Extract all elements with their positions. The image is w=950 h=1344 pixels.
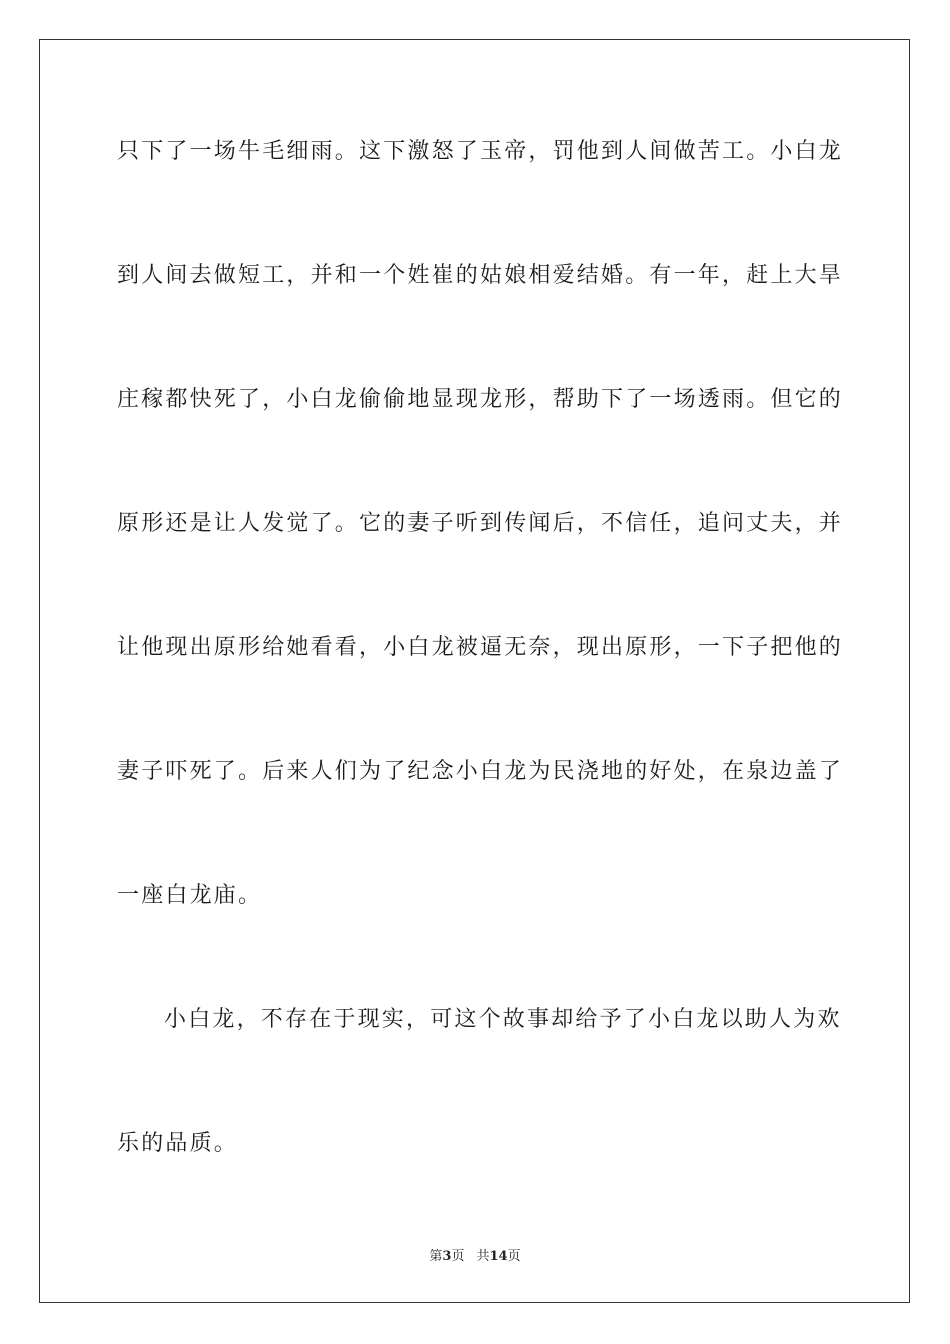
- text-line-1: 只下了一场牛毛细雨。这下激怒了玉帝，罚他到人间做苦工。小白龙: [117, 139, 844, 164]
- page-label-suffix: 页: [451, 1249, 465, 1264]
- total-label-suffix: 页: [507, 1249, 521, 1264]
- text-line-8: 小白龙，不存在于现实，可这个故事却给予了小白龙以助人为欢: [164, 1007, 842, 1032]
- text-line-5: 让他现出原形给她看看，小白龙被逼无奈，现出原形，一下子把他的: [117, 635, 844, 660]
- page-label-prefix: 第: [429, 1249, 443, 1264]
- text-line-2: 到人间去做短工，并和一个姓崔的姑娘相爱结婚。有一年，赶上大旱: [117, 263, 844, 288]
- total-label-prefix: 共: [476, 1249, 490, 1264]
- total-pages: 14: [489, 1249, 508, 1264]
- text-line-7: 一座白龙庙。: [117, 883, 263, 908]
- page-border: [39, 39, 910, 1303]
- page-number: 3: [442, 1249, 452, 1264]
- text-line-3: 庄稼都快死了，小白龙偷偷地显现龙形，帮助下了一场透雨。但它的: [117, 387, 844, 412]
- text-line-4: 原形还是让人发觉了。它的妻子听到传闻后，不信任，追问丈夫，并: [117, 511, 844, 536]
- text-line-9: 乐的品质。: [117, 1131, 239, 1156]
- page-footer: [0, 1249, 950, 1265]
- text-line-6: 妻子吓死了。后来人们为了纪念小白龙为民浇地的好处，在泉边盖了: [117, 759, 844, 784]
